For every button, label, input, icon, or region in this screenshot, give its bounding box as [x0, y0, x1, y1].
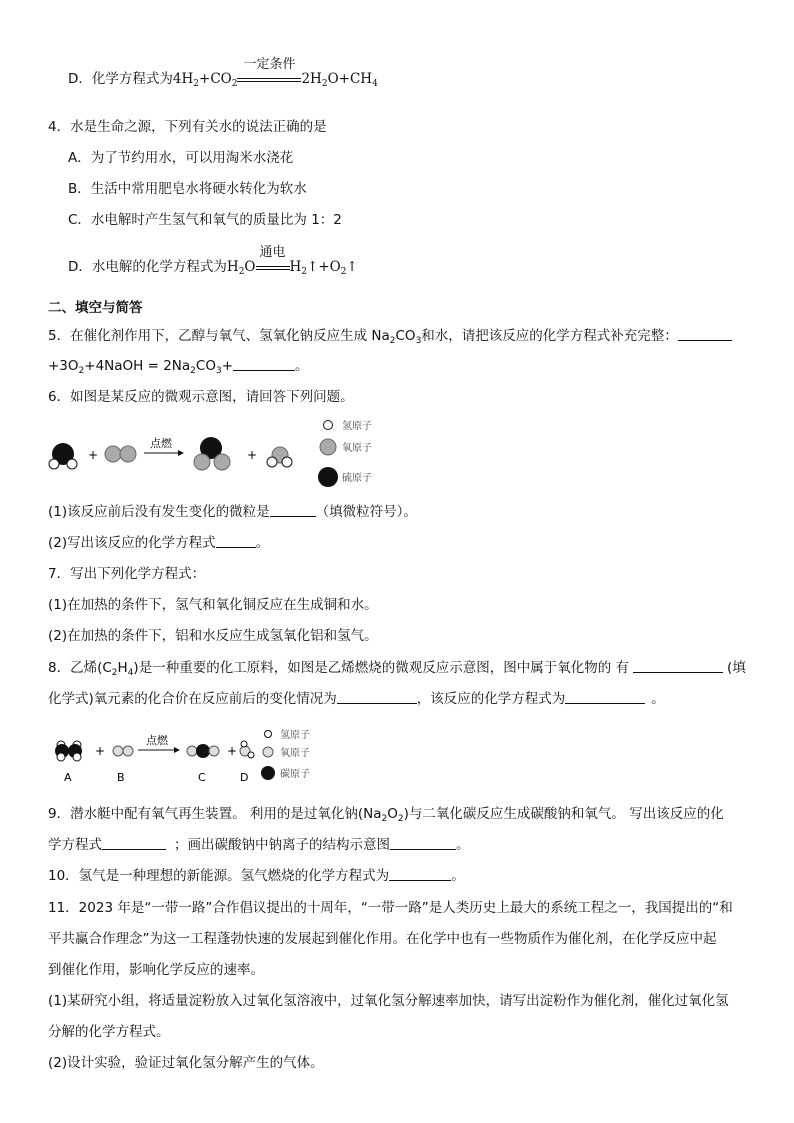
legend-label: 碳原子 [280, 769, 310, 780]
reaction-condition: 一定条件 [237, 72, 301, 90]
carbon-atom-legend [261, 766, 275, 780]
carbon-atom [196, 744, 210, 758]
label-a: A [64, 771, 72, 784]
q5-line2: $+3O_2+4NaOH = 2Na_2CO_3+$ 。 [48, 358, 309, 376]
oxygen-atom [209, 746, 219, 756]
q11-line3: 到催化作用，影响化学反应的速率。 [48, 962, 264, 978]
plus-sign: + [227, 744, 238, 758]
answer-blank[interactable] [678, 327, 732, 341]
q6-part2: (2)写出该反应的化学方程式 。 [48, 535, 270, 551]
answer-blank[interactable] [102, 836, 166, 850]
hydrogen-atom [267, 457, 277, 467]
q7-part1: (1)在加热的条件下，氢气和氧化铜反应在生成铜和水。 [48, 597, 378, 613]
oxygen-atom [123, 746, 133, 756]
answer-blank[interactable] [565, 690, 645, 704]
q5-line1: 5．在催化剂作用下，乙醇与氧气、氢氧化钠反应生成 $Na_2CO_3$和水，请把该反应的化学方程式补充完整： [48, 327, 732, 345]
oxygen-atom-legend [263, 747, 273, 757]
q7-stem: 7．写出下列化学方程式： [48, 566, 206, 582]
arrow-head [178, 450, 184, 456]
reaction-condition: 点燃 [146, 734, 168, 747]
label-c: C [198, 771, 206, 784]
hydrogen-atom [67, 459, 77, 469]
legend-label: 硫原子 [342, 473, 372, 484]
legend-label: 氢原子 [280, 730, 310, 741]
oxygen-atom-legend [320, 439, 336, 455]
q4-option-d: D．水电解的化学方程式为$H_2O$ 通电 $H_2↑+O_2↑$ [68, 245, 358, 277]
q9-line2: 学方程式 ；画出碳酸钠中钠离子的结构示意图 。 [48, 837, 470, 853]
plus-sign: + [247, 448, 258, 462]
answer-blank[interactable] [233, 357, 295, 371]
legend-label: 氢原子 [342, 421, 372, 432]
q8-reaction-diagram [52, 726, 332, 790]
answer-blank[interactable] [216, 534, 256, 548]
q11-part1-line1: (1)某研究小组，将适量淀粉放入过氧化氢溶液中，过氧化氢分解速率加快，请写出淀粉作为催化剂，催化过氧化氢 [48, 993, 729, 1009]
answer-blank[interactable] [270, 503, 316, 517]
q11-line2: 平共赢合作理念”为这一工程蓬勃快速的发展起到催化作用。在化学中也有一些物质作为催化剂，在化学反应中起 [48, 931, 717, 947]
label-d: D [240, 771, 249, 784]
plus-sign: + [95, 744, 106, 758]
q4-stem: 4．水是生命之源，下列有关水的说法正确的是 [48, 119, 327, 135]
q7-part2: (2)在加热的条件下，铝和水反应生成氢氧化铝和氢气。 [48, 628, 378, 644]
section-title: 二、填空与简答 [48, 300, 143, 316]
q8-line2: 化学式)氧元素的化合价在反应前后的变化情况为 ，该反应的化学方程式为 。 [48, 691, 665, 707]
q3-option-d: D．化学方程式为$4H_2+CO_2$ 一定条件 $2H_2O+CH_4$ [68, 57, 378, 89]
hydrogen-atom [49, 459, 59, 469]
oxygen-atom [120, 446, 136, 462]
q6-stem: 6．如图是某反应的微观示意图，请回答下列问题。 [48, 389, 354, 405]
legend-label: 氧原子 [342, 443, 372, 454]
q10-line: 10．氢气是一种理想的新能源。氢气燃烧的化学方程式为 。 [48, 868, 465, 884]
hydrogen-atom-legend [324, 421, 333, 430]
oxygen-atom [105, 446, 121, 462]
answer-blank[interactable] [390, 836, 456, 850]
hydrogen-atom [241, 741, 247, 747]
q11-part1-line2: 分解的化学方程式。 [48, 1024, 170, 1040]
arrow-head [174, 747, 180, 753]
plus-sign: + [88, 448, 99, 462]
hydrogen-atom-legend [265, 731, 272, 738]
sulfur-atom-legend [318, 467, 338, 487]
q4-option-c: C．水电解时产生氢气和氧气的质量比为 1：2 [68, 212, 342, 228]
reaction-condition: 点燃 [150, 437, 172, 450]
q6-reaction-diagram [44, 414, 394, 494]
hydrogen-atom [57, 753, 65, 761]
legend-label: 氧原子 [280, 748, 310, 759]
answer-blank[interactable] [633, 659, 723, 673]
label-b: B [117, 771, 125, 784]
oxygen-atom [187, 746, 197, 756]
oxygen-atom [194, 454, 210, 470]
hydrogen-atom [282, 457, 292, 467]
oxygen-atom [113, 746, 123, 756]
q6-part1: (1)该反应前后没有发生变化的微粒是 （填微粒符号）。 [48, 504, 417, 520]
answer-blank[interactable] [389, 867, 451, 881]
answer-blank[interactable] [337, 690, 417, 704]
q4-option-b: B．生活中常用肥皂水将硬水转化为软水 [68, 181, 307, 197]
oxygen-atom [214, 454, 230, 470]
hydrogen-atom [248, 752, 254, 758]
q8-line1: 8．乙烯$(C_2H_4)$是一种重要的化工原料，如图是乙烯燃烧的微观反应示意图，图中属于氧化物的 有 (填 [48, 660, 746, 678]
reaction-condition: 通电 [256, 260, 290, 278]
hydrogen-atom [73, 753, 81, 761]
q9-line1: 9．潜水艇中配有氧气再生装置。 利用的是过氧化钠$(Na_2O_2)$与二氧化碳反应生成碳酸钠和氧气。 写出该反应的化 [48, 806, 724, 824]
q4-option-a: A．为了节约用水，可以用淘米水浇花 [68, 150, 294, 166]
q11-line1: 11．2023 年是“一带一路”合作倡议提出的十周年，“一带一路”是人类历史上最大的系统工程之一，我国提出的“和 [48, 900, 733, 916]
q11-part2: (2)设计实验，验证过氧化氢分解产生的气体。 [48, 1055, 324, 1071]
